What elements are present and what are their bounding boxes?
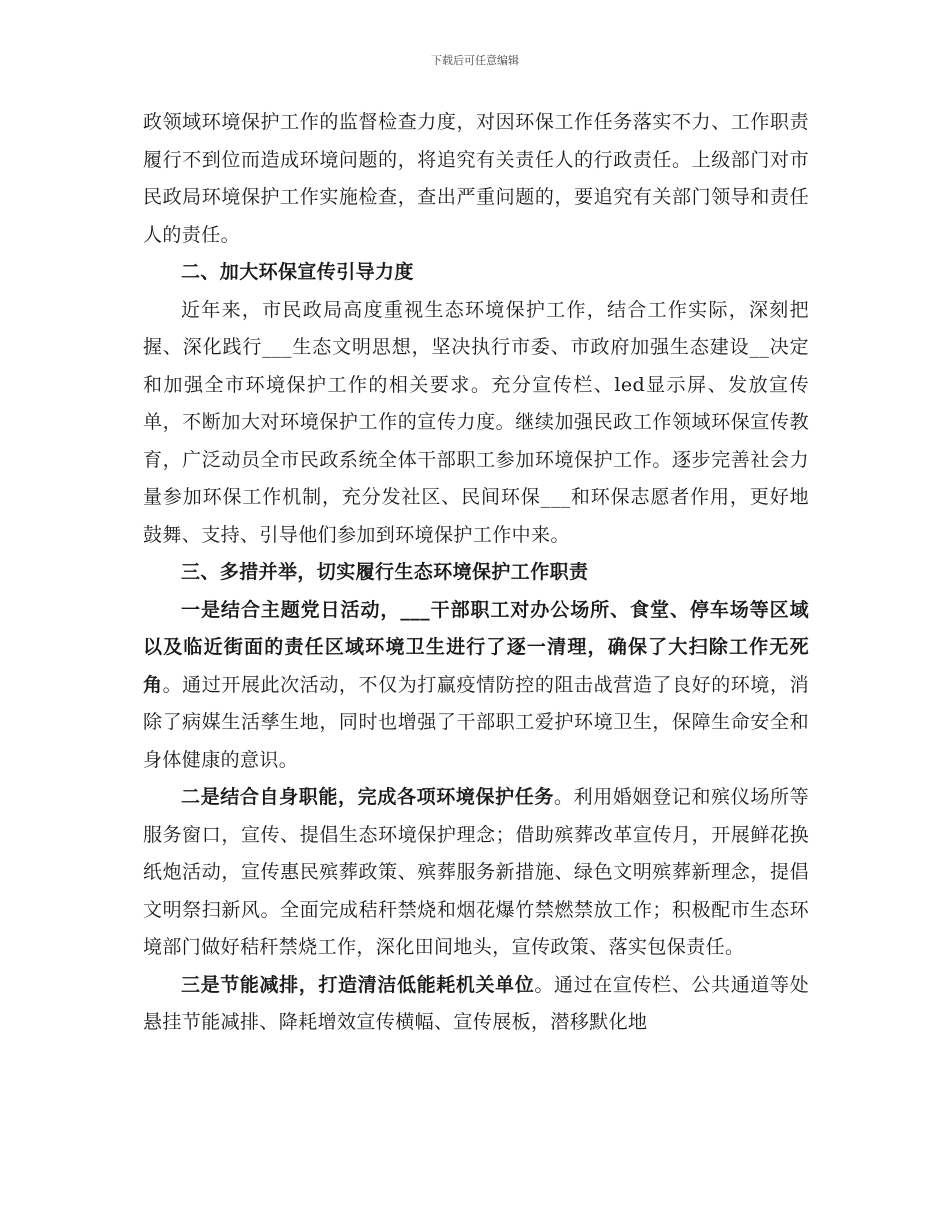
page-header: 下载后可任意编辑 <box>431 54 519 67</box>
document-body <box>143 104 809 1042</box>
section-heading-2: 二、加大环保宣传引导力度 <box>181 261 414 283</box>
paragraph-functions-text: 。利用婚姻登记和殡仪场所等服务窗口，宣传、提倡生态环境保护理念；借助殡葬改革宣传月，开展鲜花换纸炮活动，宣传惠民殡葬政策、殡葬服务新措施、绿色文明殡葬新理念，提倡文明祭扫新风。全面完成秸秆禁烧和烟花爆竹禁燃禁放工作；积极配市生态环境部门做好秸秆禁烧工作，深化田间地头，宣传政策、落实包保责任。 <box>143 786 809 958</box>
paragraph-functions <box>143 779 809 967</box>
paragraph-energy-saving <box>143 967 809 1042</box>
paragraph-energy-saving-text: 。通过在宣传栏、公共通道等处悬挂节能减排、降耗增效宣传横幅、宣传展板，潜移默化地 <box>143 973 809 1033</box>
paragraph-energy-saving-lead: 三是节能减排，打造清洁低能耗机关单位 <box>181 973 535 996</box>
paragraph-party-day-lead: 一是结合主题党日活动，___干部职工对办公场所、食堂、停车场等区域以及临近街面的责任区域环境卫生进行了逐一清理，确保了大扫除工作无死角 <box>143 598 809 696</box>
paragraph-party-day <box>143 592 809 780</box>
section-heading-3: 三、多措并举，切实履行生态环境保护工作职责 <box>181 561 589 583</box>
paragraph-supervision: 政领域环境保护工作的监督检查力度，对因环保工作任务落实不力、工作职责履行不到位而造成环境问题的，将追究有关责任人的行政责任。上级部门对市民政局环境保护工作实施检查，查出严重问题的，要追究有关部门领导和责任人的责任。 <box>143 111 809 246</box>
paragraph-publicity: 近年来，市民政局高度重视生态环境保护工作，结合工作实际，深刻把握、深化践行___生态文明思想，坚决执行市委、市政府加强生态建设__决定和加强全市环境保护工作的相关要求。充分宣传栏、led显示屏、发放宣传单，不断加大对环境保护工作的宣传力度。继续加强民政工作领域环保宣传教育，广泛动员全市民政系统全体干部职工参加环境保护工作。逐步完善社会力量参加环保工作机制，充分发社区、民间环保___和环保志愿者作用，更好地鼓舞、支持、引导他们参加到环境保护工作中来。 <box>143 298 809 546</box>
paragraph-party-day-text: 。通过开展此次活动，不仅为打赢疫情防控的阻击战营造了良好的环境，消除了病媒生活孳生地，同时也增强了干部职工爱护环境卫生，保障生命安全和身体健康的意识。 <box>143 673 809 771</box>
paragraph-functions-lead: 二是结合自身职能，完成各项环境保护任务 <box>181 786 555 808</box>
